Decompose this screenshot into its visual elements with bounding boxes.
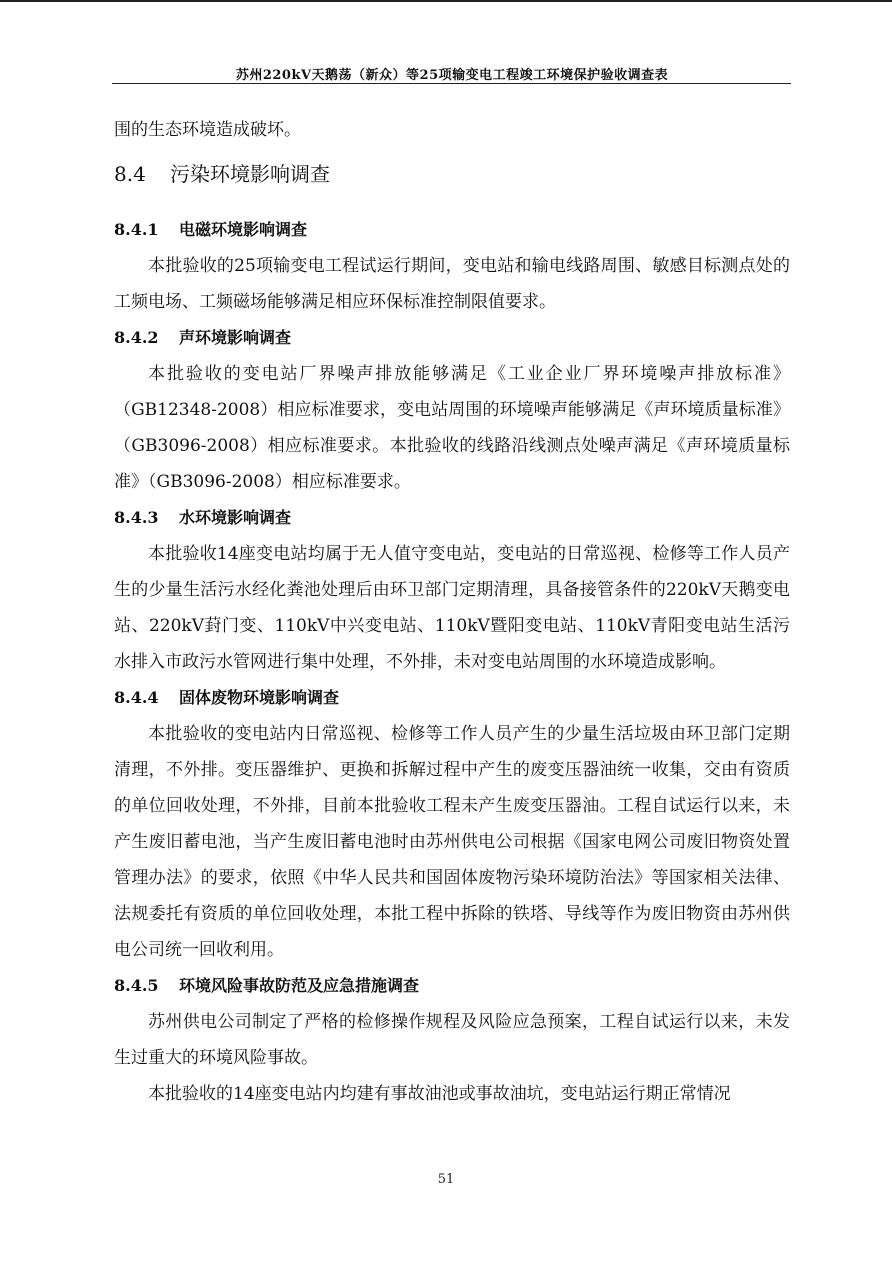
subsection-heading [114,968,790,1004]
subsection-title: 固体废物环境影响调查 [179,688,340,707]
subsection-number: 8.4.3 [114,508,159,527]
subsection-title: 水环境影响调查 [179,508,292,527]
intro-tail-paragraph: 围的生态环境造成破坏。 [114,120,301,140]
subsection-title: 声环境影响调查 [179,328,292,347]
section-title: 污染环境影响调查 [170,162,330,186]
section-heading [114,156,790,192]
page-number: 51 [437,1172,455,1187]
section-number: 8.4 [114,162,146,186]
paragraph: 本批验收的14座变电站内均建有事故油池或事故油坑，变电站运行期正常情况 [148,1084,731,1104]
subsection-heading [114,680,790,716]
paragraph: 苏州供电公司制定了严格的检修操作规程及风险应急预案，工程自试运行以来，未发生过重大的环境风险事故。 [114,1012,790,1068]
subsection-title: 环境风险事故防范及应急措施调查 [179,976,420,995]
page-top-border [0,0,892,2]
subsection-number: 8.4.2 [114,328,159,347]
subsection-heading [114,212,790,248]
paragraph: 本批验收的变电站厂界噪声排放能够满足《工业企业厂界环境噪声排放标准》（GB12348-2008）相应标准要求，变电站周围的环境噪声能够满足《声环境质量标准》（GB3096-2008）相应标准要求。本批验收的线路沿线测点处噪声满足《声环境质量标准》（GB3096-2008）相应标准要求。 [114,364,790,492]
page-header-title: 苏州220kV天鹅荡（新众）等25项输变电工程竣工环境保护验收调查表 [235,68,669,83]
header-rule [112,83,791,84]
subsection-number: 8.4.5 [114,976,159,995]
subsection-number: 8.4.1 [114,220,159,239]
subsection-heading [114,500,790,536]
subsection-title: 电磁环境影响调查 [179,220,308,239]
document-body [114,112,790,1112]
subsection-number: 8.4.4 [114,688,159,707]
paragraph: 本批验收的25项输变电工程试运行期间，变电站和输电线路周围、敏感目标测点处的工频电场、工频磁场能够满足相应环保标准控制限值要求。 [114,256,790,312]
paragraph: 本批验收的变电站内日常巡视、检修等工作人员产生的少量生活垃圾由环卫部门定期清理，不外排。变压器维护、更换和拆解过程中产生的废变压器油统一收集，交由有资质的单位回收处理，不外排，目前本批验收工程未产生废变压器油。工程自试运行以来，未产生废旧蓄电池，当产生废旧蓄电池时由苏州供电公司根据《国家电网公司废旧物资处置管理办法》的要求，依照《中华人民共和国固体废物污染环境防治法》等国家相关法律、法规委托有资质的单位回收处理，本批工程中拆除的铁塔、导线等作为废旧物资由苏州供电公司统一回收利用。 [114,724,790,960]
subsection-heading [114,320,790,356]
paragraph: 本批验收14座变电站均属于无人值守变电站，变电站的日常巡视、检修等工作人员产生的少量生活污水经化粪池处理后由环卫部门定期清理，具备接管条件的220kV天鹅变电站、220kV葑门变、110kV中兴变电站、110kV暨阳变电站、110kV青阳变电站生活污水排入市政污水管网进行集中处理，不外排，未对变电站周围的水环境造成影响。 [114,544,790,672]
